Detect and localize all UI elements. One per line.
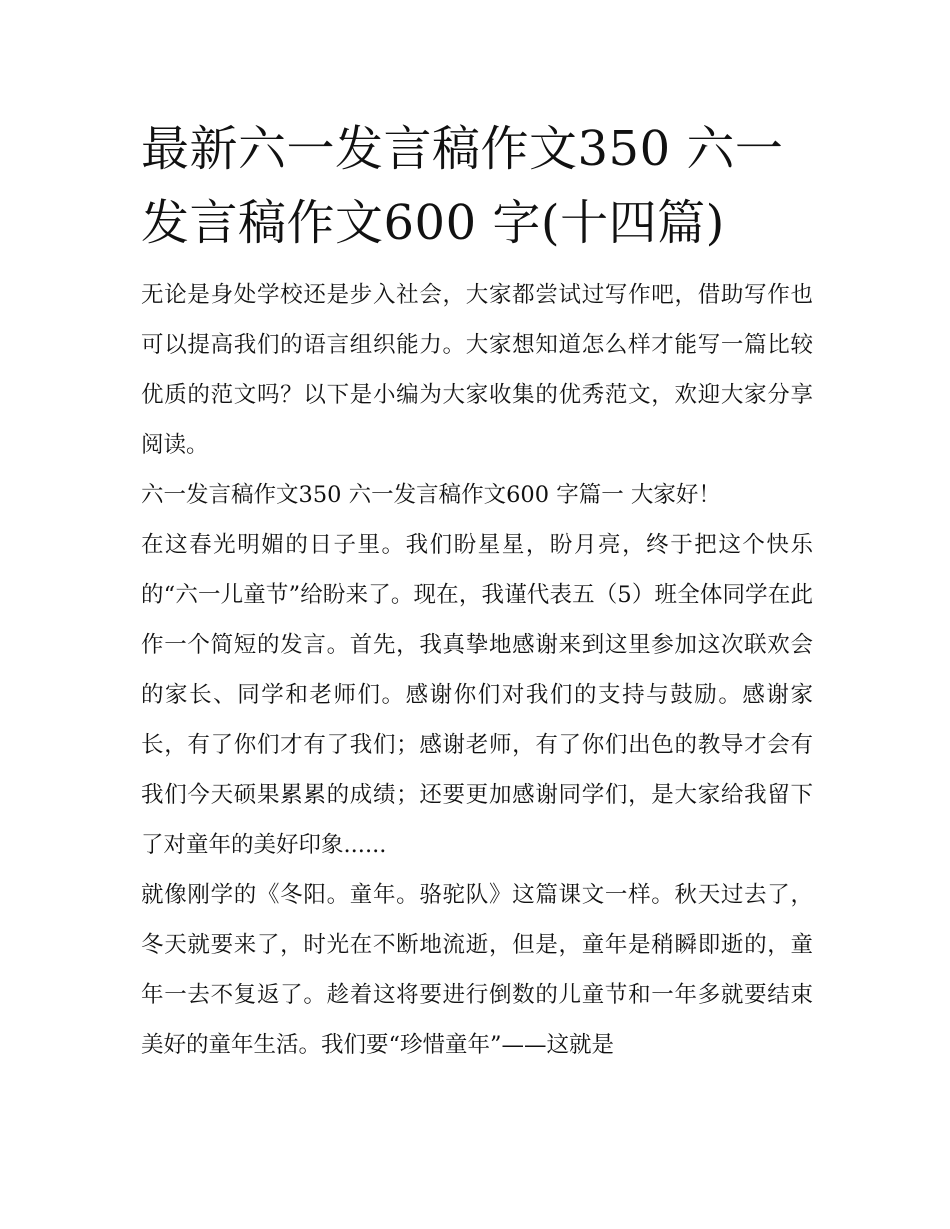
intro-paragraph: 无论是身处学校还是步入社会，大家都尝试过写作吧，借助写作也可以提高我们的语言组织能力。大家想知道怎么样才能写一篇比较优质的范文吗？以下是小编为大家收集的优秀范文，欢迎大家分享阅读。	[141, 282, 813, 458]
document-title: 最新六一发言稿作文350 六一发言稿作文600 字(十四篇)	[141, 121, 784, 251]
body-paragraph: 在这春光明媚的日子里。我们盼星星，盼月亮，终于把这个快乐的“六一儿童节”给盼来了。现在，我谨代表五（5）班全体同学在此作一个简短的发言。首先，我真挚地感谢来到这里参加这次联欢会的家长、同学和老师们。感谢你们对我们的支持与鼓励。感谢家长，有了你们才有了我们；感谢老师，有了你们出色的教导才会有我们今天硕果累累的成绩；还要更加感谢同学们，是大家给我留下了对童年的美好印象......	[141, 532, 813, 858]
body-paragraph: 就像刚学的《冬阳。童年。骆驼队》这篇课文一样。秋天过去了，冬天就要来了，时光在不断地流逝，但是，童年是稍瞬即逝的，童年一去不复返了。趁着这将要进行倒数的儿童节和一年多就要结束美好的童年生活。我们要“珍惜童年”——这就是	[141, 882, 813, 1058]
document-body	[141, 112, 813, 1070]
section-heading-line: 六一发言稿作文350 六一发言稿作文600 字篇一 大家好！	[141, 482, 721, 508]
